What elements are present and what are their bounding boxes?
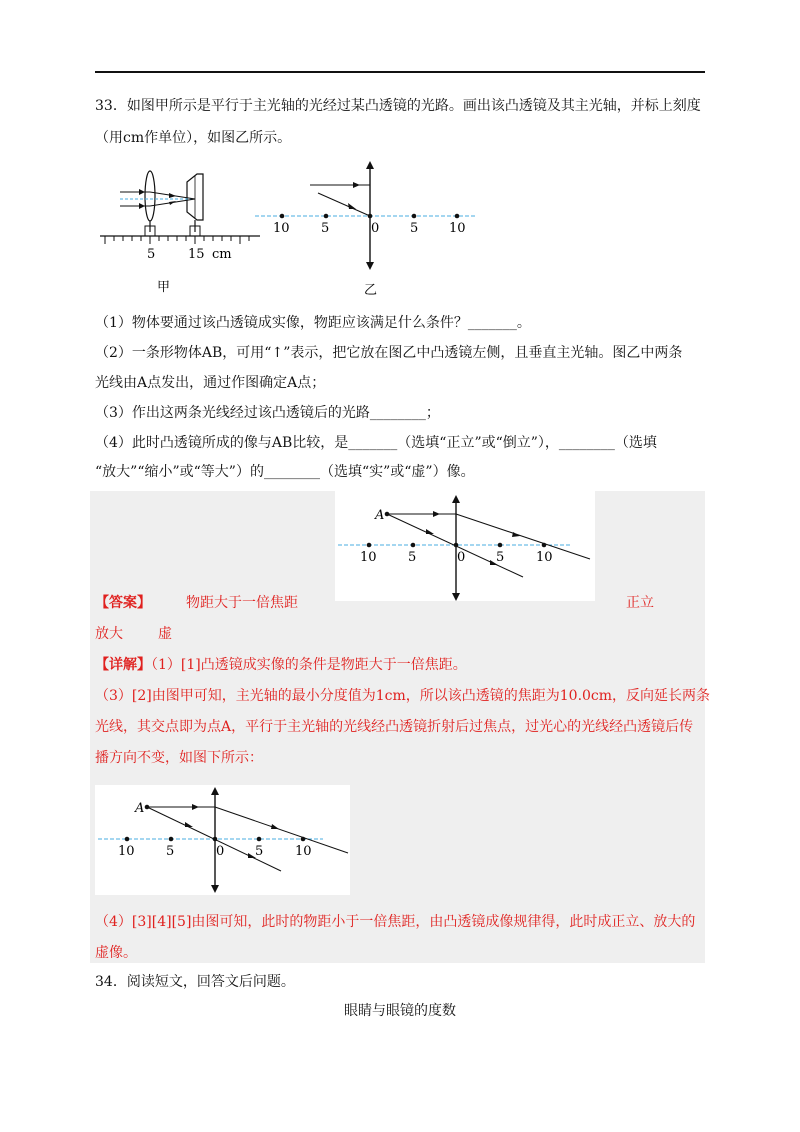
q34-line1: 34．阅读短文，回答文后问题。: [95, 974, 295, 990]
yi-axis-label-right5: 5: [410, 221, 419, 236]
ans-axis-right10: 10: [536, 550, 553, 565]
jia-tick-15: 15: [188, 247, 205, 262]
q33-sub3: （3）作出这两条光线经过该凸透镜后的光路________；: [95, 405, 440, 421]
fig-yi-caption: 乙: [364, 283, 378, 298]
answer-3: 放大: [95, 626, 123, 642]
ans-axis-left10: 10: [360, 550, 377, 565]
detail-point-a: A: [135, 801, 145, 816]
q33-sub2-line1: （2）一条形物体AB，可用“↑”表示，把它放在图乙中凸透镜左侧，且垂直主光轴。图乙中两条: [95, 345, 683, 361]
q34-title: 眼睛与眼镜的度数: [344, 1003, 456, 1019]
yi-axis-label-left5: 5: [321, 221, 330, 236]
detail-label: 【详解】: [95, 657, 151, 673]
yi-axis-label-0: 0: [371, 221, 380, 236]
answer-1: 物距大于一倍焦距: [186, 595, 298, 611]
det-axis-right10: 10: [295, 844, 312, 859]
answer-figure: [335, 491, 595, 601]
detail-p1-text: （1）[1]凸透镜成实像的条件是物距大于一倍焦距。: [151, 657, 467, 673]
detail-p1: [95, 655, 467, 675]
q33-sub4-line1: （4）此时凸透镜所成的像与AB比较，是_______（选填“正立”或“倒立”），________（选填: [95, 435, 657, 451]
ans-axis-left5: 5: [408, 550, 417, 565]
answer-label: 【答案】: [95, 595, 151, 611]
detail-p2-line1: （3）[2]由图甲可知，主光轴的最小分度值为1cm，所以该凸透镜的焦距为10.0cm，反向延长两条: [95, 688, 711, 704]
det-axis-right5: 5: [255, 844, 264, 859]
yi-axis-label-left10: 10: [273, 221, 290, 236]
header-rule: [95, 71, 705, 73]
answer-4: 虚: [158, 626, 172, 642]
yi-axis-label-right10: 10: [449, 221, 466, 236]
q33-sub4-line2: “放大”“缩小”或“等大”）的________（选填“实”或“虚”）像。: [95, 464, 475, 480]
q33-sub1: （1）物体要通过该凸透镜成实像，物距应该满足什么条件？_______。: [95, 315, 531, 331]
q33-sub2-line2: 光线由A点发出，通过作图确定A点；: [95, 375, 326, 391]
detail-p3-line1: （4）[3][4][5]由图可知，此时的物距小于一倍焦距，由凸透镜成像规律得，此时成正立、放大的: [95, 914, 696, 930]
detail-p3-line2: 虚像。: [95, 945, 137, 961]
answer-point-a: A: [375, 508, 385, 523]
det-axis-left10: 10: [118, 844, 135, 859]
detail-p2-line3: 播方向不变，如图下所示：: [95, 750, 263, 766]
detail-figure: [95, 785, 350, 895]
det-axis-left5: 5: [166, 844, 175, 859]
ans-axis-0: 0: [457, 550, 466, 565]
q33-line1: 33．如图甲所示是平行于主光轴的光经过某凸透镜的光路。画出该凸透镜及其主光轴，并标上刻度: [95, 98, 701, 114]
fig-jia-caption: 甲: [157, 280, 171, 295]
ans-axis-right5: 5: [496, 550, 505, 565]
q33-line2: （用cm作单位），如图乙所示。: [95, 130, 292, 146]
figure-yi: [250, 160, 480, 300]
jia-tick-unit: cm: [212, 247, 232, 262]
answer-2: 正立: [626, 595, 654, 611]
detail-p2-line2: 光线，其交点即为点A，平行于主光轴的光线经凸透镜折射后过焦点，过光心的光线经凸透镜后传: [95, 719, 694, 735]
figure-jia: [95, 160, 265, 295]
answer-figure-box: [335, 491, 595, 601]
det-axis-0: 0: [216, 844, 225, 859]
detail-figure-box: [95, 785, 350, 895]
jia-tick-5: 5: [147, 247, 156, 262]
